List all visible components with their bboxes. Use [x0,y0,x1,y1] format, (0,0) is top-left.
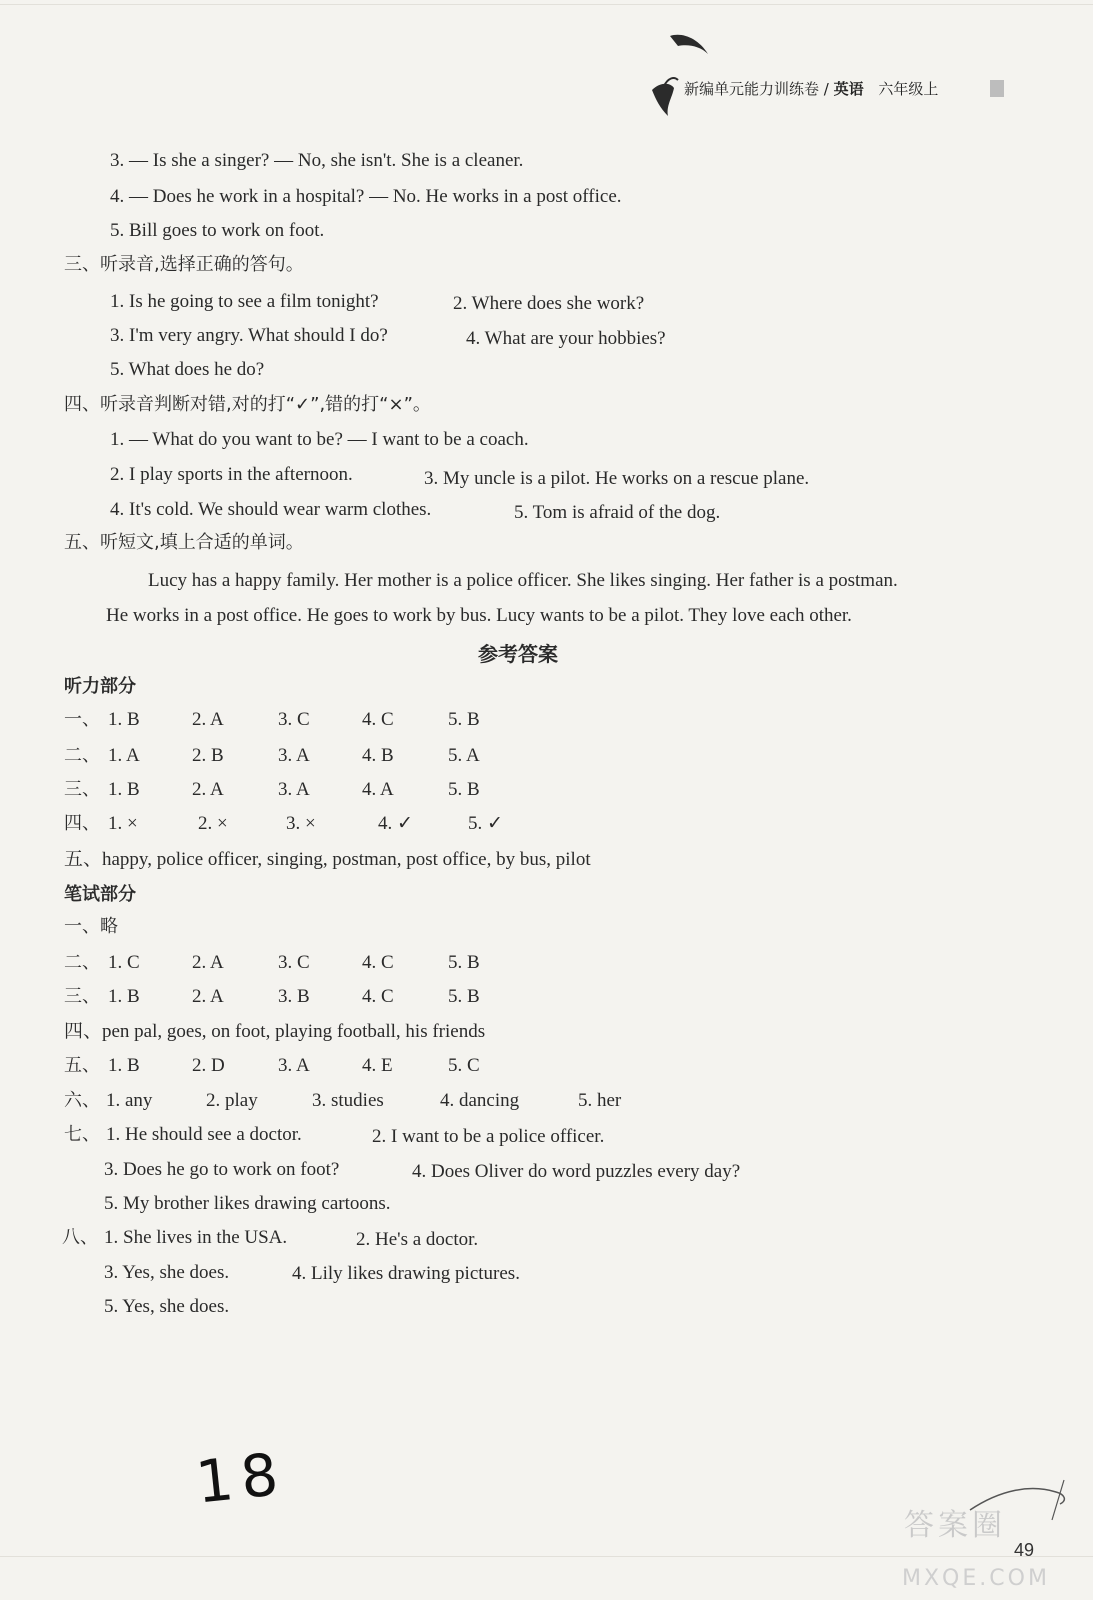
section4-item-3: 3. My uncle is a pilot. He works on a rescue plane. [424,468,810,489]
answer-item: 4. C [362,952,394,973]
section4-item-4: 4. It's cold. We should wear warm clothes. [110,499,432,520]
section2-line-4: 4. — Does he work in a hospital? — No. He works in a post office. [110,186,622,207]
written-row-7-item-4: 4. Does Oliver do word puzzles every day? [412,1161,741,1182]
section3-heading: 三、听录音,选择正确的答句。 [64,254,304,275]
answer-item: 2. A [192,952,224,973]
answer-item: 2. A [192,779,224,800]
answer-item: 1. B [108,779,140,800]
answer-item: 5. B [448,779,480,800]
listening-heading: 听力部分 [64,676,136,697]
answer-item: 1. any [106,1090,153,1111]
bird-logo-icon [642,28,722,120]
answer-item: 5. B [448,986,480,1007]
watermark-url: MXQE.COM [902,1566,1050,1591]
section3-item-1: 1. Is he going to see a film tonight? [110,291,379,312]
answer-item: 3. × [286,813,316,834]
row-label: 三、 [64,986,100,1007]
answer-item: 3. C [278,952,310,973]
answer-item: 4. C [362,709,394,730]
written-row-7-label: 七、 [64,1124,100,1145]
section2-line-5: 5. Bill goes to work on foot. [110,220,325,241]
answer-item: 4. E [362,1055,393,1076]
answer-item: 5. ✓ [468,813,503,834]
listening-row-3 [64,778,480,802]
answer-item: 3. C [278,709,310,730]
written-row-8-item-2: 2. He's a doctor. [356,1229,479,1250]
written-row-3 [64,985,480,1009]
written-row-7-item-1: 1. He should see a doctor. [106,1124,302,1145]
answer-item: 1. B [108,1055,140,1076]
header-grade: 六年级上 [878,80,939,98]
section4-item-2: 2. I play sports in the afternoon. [110,464,353,485]
answer-item: 5. her [578,1090,622,1111]
answer-item: 4. A [362,779,394,800]
section4-item-5: 5. Tom is afraid of the dog. [514,502,721,523]
written-row-1: 一、略 [64,916,118,937]
listening-row-2 [64,744,480,768]
answer-item: 1. B [108,986,140,1007]
answer-item: 1. × [108,813,138,834]
written-row-7-item-3: 3. Does he go to work on foot? [104,1159,340,1180]
written-row-5 [64,1054,480,1078]
header-book-title: 新编单元能力训练卷 [684,80,820,98]
written-row-8-item-1: 1. She lives in the USA. [104,1227,288,1248]
answer-item: 1. A [108,745,140,766]
answer-item: 5. C [448,1055,480,1076]
answer-item: 2. B [192,745,224,766]
answer-item: 5. B [448,709,480,730]
section3-item-5: 5. What does he do? [110,359,265,380]
section5-paragraph-1: Lucy has a happy family. Her mother is a police officer. She likes singing. Her father is a postman. [148,570,898,591]
answer-item: 1. B [108,709,140,730]
section3-item-2: 2. Where does she work? [453,293,645,314]
page-number: 49 [1014,1540,1035,1560]
header [684,78,938,99]
section4-heading: 四、听录音判断对错,对的打“✓”,错的打“×”。 [64,394,431,415]
section4-item-1: 1. — What do you want to be? — I want to be a coach. [110,429,529,450]
section2-line-3: 3. — Is she a singer? — No, she isn't. She is a cleaner. [110,150,524,171]
written-row-8-item-5: 5. Yes, she does. [104,1296,230,1317]
answer-item: 3. B [278,986,310,1007]
listening-row-4 [64,812,503,836]
answer-item: 3. A [278,779,310,800]
header-grey-block [990,80,1004,97]
listening-row-1 [64,708,480,732]
answer-item: 4. C [362,986,394,1007]
answer-item: 4. ✓ [378,813,413,834]
answer-item: 2. play [206,1090,258,1111]
row-label: 四、 [64,813,100,834]
row-label: 三、 [64,779,100,800]
row-label: 二、 [64,745,100,766]
written-row-8-item-4: 4. Lily likes drawing pictures. [292,1263,520,1284]
written-row-2 [64,951,480,975]
written-row-7-item-2: 2. I want to be a police officer. [372,1126,605,1147]
listening-row-5: 五、happy, police officer, singing, postman, post office, by bus, pilot [64,849,591,870]
section5-paragraph-2: He works in a post office. He goes to work by bus. Lucy wants to be a pilot. They love each other. [106,605,852,626]
answer-item: 4. dancing [440,1090,520,1111]
answer-item: 5. B [448,952,480,973]
answer-item: 3. A [278,745,310,766]
written-row-8-label: 八、 [62,1227,98,1248]
written-heading: 笔试部分 [64,884,136,905]
answers-title: 参考答案 [478,642,558,666]
written-row-6 [64,1089,621,1113]
written-row-8-item-3: 3. Yes, she does. [104,1262,230,1283]
answer-item: 3. A [278,1055,310,1076]
section3-item-3: 3. I'm very angry. What should I do? [110,325,388,346]
answer-item: 1. C [108,952,140,973]
row-label: 五、 [64,1055,100,1076]
answer-item: 2. D [192,1055,225,1076]
answer-item: 4. B [362,745,394,766]
answer-item: 3. studies [312,1090,384,1111]
row-label: 六、 [64,1090,100,1111]
written-row-7-item-5: 5. My brother likes drawing cartoons. [104,1193,391,1214]
answer-item: 2. A [192,986,224,1007]
handwritten-number: 18 [192,1439,290,1517]
answer-item: 2. A [192,709,224,730]
row-label: 一、 [64,709,100,730]
section5-heading: 五、听短文,填上合适的单词。 [64,532,304,553]
answer-item: 5. A [448,745,480,766]
written-row-4: 四、pen pal, goes, on foot, playing football, his friends [64,1021,486,1042]
answer-item: 2. × [198,813,228,834]
watermark-text: 答案圈 [904,1508,1006,1543]
row-label: 二、 [64,952,100,973]
header-subject: 英语 [833,80,864,98]
header-separator: / [823,80,834,98]
section3-item-4: 4. What are your hobbies? [466,328,666,349]
